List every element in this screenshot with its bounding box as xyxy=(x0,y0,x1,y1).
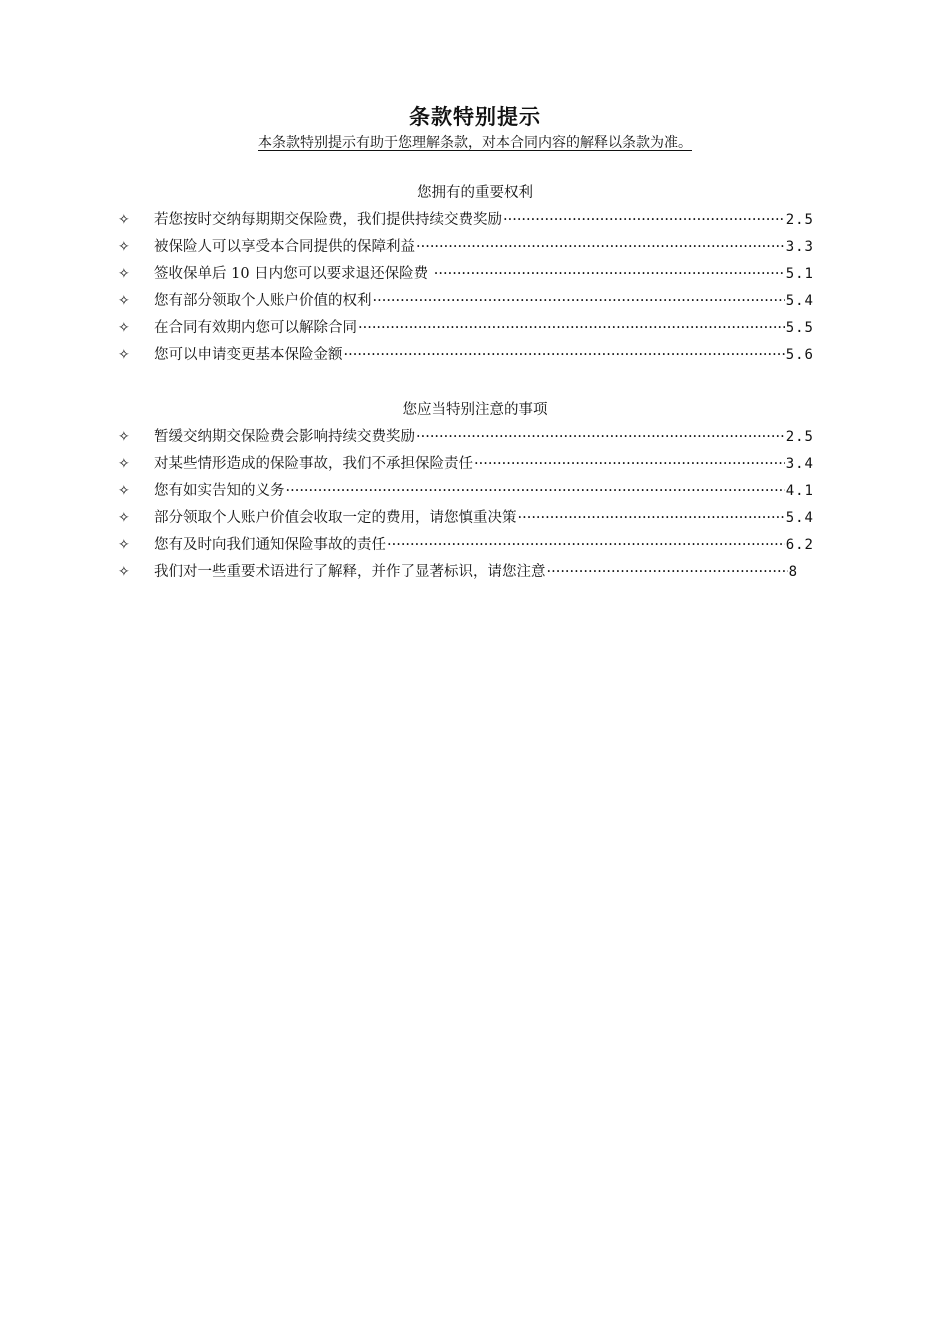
item-text: 您可以申请变更基本保险金额 xyxy=(154,346,343,363)
dot-leader xyxy=(344,345,785,365)
clause-ref: 4.1 xyxy=(785,482,814,499)
dot-leader xyxy=(358,318,785,338)
subtitle-text: 本条款特别提示有助于您理解条款，对本合同内容的解释以条款为准。 xyxy=(258,135,692,151)
clause-ref: 5.4 xyxy=(785,292,814,309)
dot-leader xyxy=(503,210,785,230)
item-text: 在合同有效期内您可以解除合同 xyxy=(154,319,357,336)
dot-leader xyxy=(547,562,788,582)
diamond-bullet-icon: ✧ xyxy=(118,536,130,553)
rights-list xyxy=(117,206,814,368)
item-text: 对某些情形造成的保险事故，我们不承担保险责任 xyxy=(154,455,473,472)
list-item xyxy=(117,450,814,477)
diamond-bullet-icon: ✧ xyxy=(118,455,130,472)
list-item xyxy=(117,423,814,450)
clause-ref: 8 xyxy=(788,563,798,580)
list-item xyxy=(117,558,798,585)
list-item xyxy=(117,260,814,287)
dot-leader xyxy=(416,427,785,447)
section-heading-rights: 您拥有的重要权利 xyxy=(417,185,533,201)
list-item xyxy=(117,233,814,260)
item-text: 我们对一些重要术语进行了解释，并作了显著标识，请您注意 xyxy=(154,563,546,580)
page-title: 条款特别提示 xyxy=(409,105,541,129)
dot-leader xyxy=(286,481,785,501)
page-subtitle xyxy=(0,134,950,152)
item-text: 若您按时交纳每期期交保险费，我们提供持续交费奖励 xyxy=(154,211,502,228)
clause-ref: 2.5 xyxy=(785,211,814,228)
item-text: 您有部分领取个人账户价值的权利 xyxy=(154,292,372,309)
diamond-bullet-icon: ✧ xyxy=(118,482,130,499)
dot-leader xyxy=(474,454,785,474)
dot-leader xyxy=(373,291,785,311)
diamond-bullet-icon: ✧ xyxy=(118,292,130,309)
dot-leader xyxy=(434,264,785,284)
diamond-bullet-icon: ✧ xyxy=(118,265,130,282)
clause-ref: 2.5 xyxy=(785,428,814,445)
list-item xyxy=(117,531,814,558)
diamond-bullet-icon: ✧ xyxy=(118,211,130,228)
clause-ref: 3.3 xyxy=(785,238,814,255)
list-item xyxy=(117,314,814,341)
clause-ref: 5.5 xyxy=(785,319,814,336)
diamond-bullet-icon: ✧ xyxy=(118,509,130,526)
clause-ref: 6.2 xyxy=(785,536,814,553)
list-item xyxy=(117,504,814,531)
diamond-bullet-icon: ✧ xyxy=(118,319,130,336)
list-item xyxy=(117,287,814,314)
diamond-bullet-icon: ✧ xyxy=(118,238,130,255)
section-heading-notices: 您应当特别注意的事项 xyxy=(402,402,548,418)
list-item xyxy=(117,477,814,504)
clause-ref: 3.4 xyxy=(785,455,814,472)
diamond-bullet-icon: ✧ xyxy=(118,428,130,445)
list-item xyxy=(117,206,814,233)
dot-leader xyxy=(387,535,785,555)
item-text: 部分领取个人账户价值会收取一定的费用，请您慎重决策 xyxy=(154,509,517,526)
item-text: 您有如实告知的义务 xyxy=(154,482,285,499)
clause-ref: 5.1 xyxy=(785,265,814,282)
item-text: 被保险人可以享受本合同提供的保障利益 xyxy=(154,238,415,255)
diamond-bullet-icon: ✧ xyxy=(118,346,130,363)
diamond-bullet-icon: ✧ xyxy=(118,563,130,580)
item-text: 签收保单后 10 日内您可以要求退还保险费 xyxy=(154,265,433,282)
clause-ref: 5.6 xyxy=(785,346,814,363)
list-item xyxy=(117,341,814,368)
item-text: 暂缓交纳期交保险费会影响持续交费奖励 xyxy=(154,428,415,445)
clause-ref: 5.4 xyxy=(785,509,814,526)
notices-list xyxy=(117,423,814,585)
dot-leader xyxy=(518,508,785,528)
item-text: 您有及时向我们通知保险事故的责任 xyxy=(154,536,386,553)
dot-leader xyxy=(416,237,785,257)
